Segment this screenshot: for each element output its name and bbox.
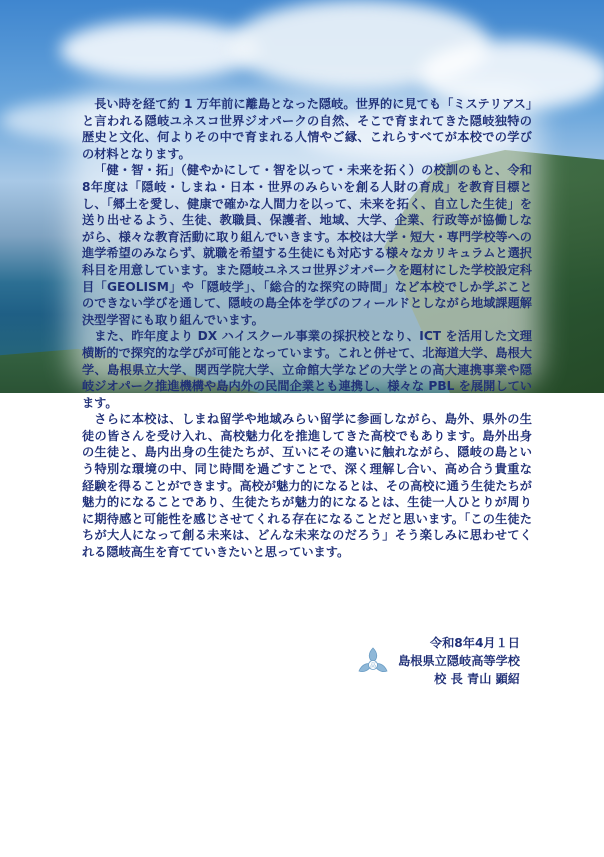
school-name: 島根県立隠岐高等学校 — [398, 654, 520, 668]
principal-name: 校 長 青山 顕紹 — [434, 672, 520, 686]
paragraph: 「健・智・拓」（健やかにして・智を以って・未来を拓く）の校訓のもと、令和8年度は「隠岐・しまね・日本・世界のみらいを創る人財の育成」を教育目標とし、「郷土を愛し、健康で確かな人間力を以って、未来を拓く、自立した生徒」を送り出せるよう、生徒、教職員、保護者、地域、大学、企業、行政等が協働しながら、様々な教育活動に取り組んでいきます。本校は大学・短大・専門学校等への進学希望のみならず、就職を希望する生徒にも対応する様々なカリキュラムと選択科目を用意しています。また隠岐ユネスコ世界ジオパークを題材にした学校設定科目「GEOLISM」や「隠岐学」、「総合的な探究の時間」など本校でしか学ぶことのできない学びを通して、隠岐の島全体を学びのフィールドとしながら地域課題解決型学習にも取り組んでいます。 — [82, 163, 532, 327]
date: 令和8年4月１日 — [429, 636, 520, 650]
paragraph: 長い時を経て約 1 万年前に離島となった隠岐。世界的に見ても「ミステリアス」と言われる隠岐ユネスコ世界ジオパークの自然、そこで育まれてきた隠岐独特の歴史と文化、何よりその中で育まれる人情やご縁、これらすべてが本校での学びの材料となります。 — [82, 97, 532, 161]
school-crest-icon — [355, 645, 391, 681]
principal-message — [82, 96, 532, 561]
signature-block — [398, 634, 520, 688]
paragraph: また、昨年度より DX ハイスクール事業の採択校となり、ICT を活用した文理横断的で探究的な学びが可能となっています。これと併せて、北海道大学、島根大学、島根県立大学、関西学院大学、立命館大学などの大学との高大連携事業や隠岐ジオパーク推進機構や島内外の民間企業とも連携し、様々な PBL を展開しています。 — [82, 329, 532, 410]
paragraph: さらに本校は、しまね留学や地域みらい留学に参画しながら、島外、県外の生徒の皆さんを受け入れ、高校魅力化を推進してきた高校でもあります。島外出身の生徒と、島内出身の生徒たちが、互いにその違いに触れながら、隠岐の島という特別な環境の中、同じ時間を過ごすことで、深く理解し合い、高め合う貴重な経験を得ることができます。高校が魅力的になるとは、その高校に通う生徒たちが魅力的になることであり、生徒たちが魅力的になるとは、生徒一人ひとりが周りに期待感と可能性を感じさせてくれる存在になることだと思います。「この生徒たちが大人になって創る未来は、どんな未来なのだろう」そう楽しみに思わせてくれる隠岐高生を育てていきたいと思っています。 — [82, 412, 532, 560]
svg-text:高: 高 — [369, 662, 377, 670]
